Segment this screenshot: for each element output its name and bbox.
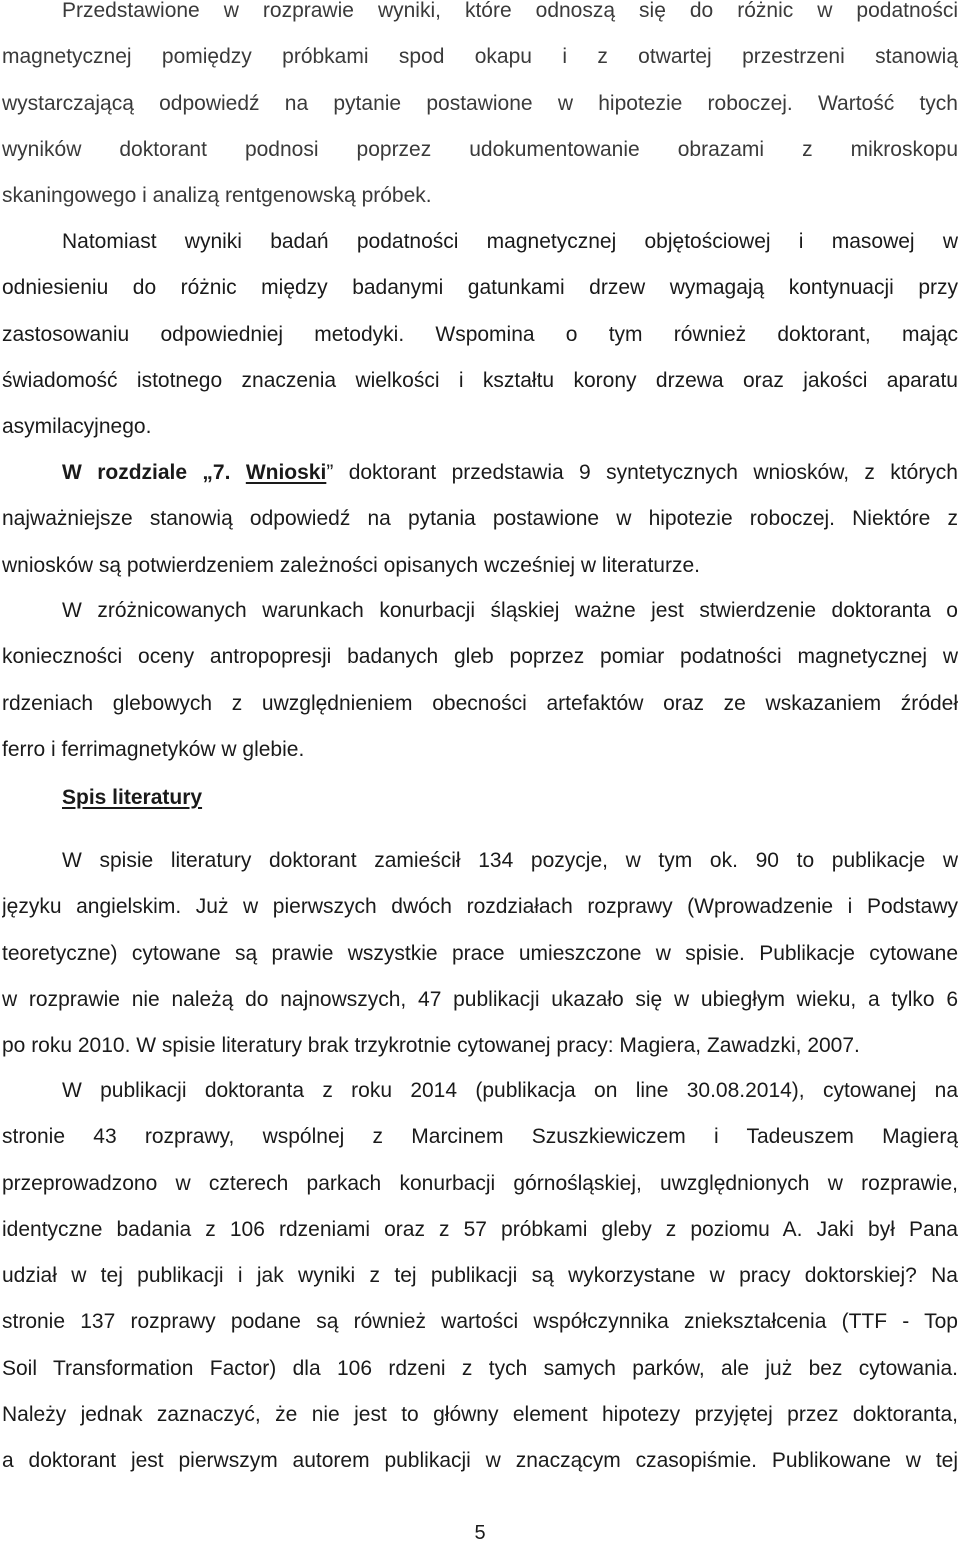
text-line: języku angielskim. Już w pierwszych dwóch rozdziałach rozprawy (Wprowadzenie i Podstawy xyxy=(2,896,958,919)
paragraph-anthropopressure xyxy=(2,600,958,785)
text-line: identyczne badania z 106 rdzeniami oraz z 57 próbkami gleby z poziomu A. Jaki był Pana xyxy=(2,1218,958,1241)
chapter-reference: W rozdziale „7. xyxy=(62,462,231,484)
text-line: najważniejsze stanowią odpowiedź na pytania postawione w hipotezie roboczej. Niektóre z xyxy=(2,508,958,531)
chapter-title: Wnioski xyxy=(245,462,327,484)
paragraph-conclusions xyxy=(2,462,958,601)
paragraph-tree-species xyxy=(2,231,958,462)
text-line: teoretyczne) cytowane są prawie wszystkie prace umieszczone w spisie. Publikacje cytowane xyxy=(2,942,958,965)
text-line: W rozdziale „7. Wnioski” doktorant przedstawia 9 syntetycznych wniosków, z których xyxy=(62,462,958,484)
text-line: stronie 43 rozprawy, wspólnej z Marcinem Szuszkiewiczem i Tadeuszem Magierą xyxy=(2,1126,958,1149)
text-line: zastosowaniu odpowiedniej metodyki. Wspomina o tym również doktorant, mając xyxy=(2,323,958,346)
paragraph-bibliography xyxy=(2,850,958,1081)
text-line: wniosków są potwierdzeniem zależności opisanych wcześniej w literaturze. xyxy=(2,554,700,577)
text-line: asymilacyjnego. xyxy=(2,416,152,439)
text-line: udział w tej publikacji i jak wyniki z tej publikacji są wykorzystane w pracy doktorskiej? Na xyxy=(2,1265,958,1288)
text-line: świadomość istotnego znaczenia wielkości i kształtu korony drzewa oraz jakości aparatu xyxy=(2,369,958,392)
text-line: Soil Transformation Factor) dla 106 rdzeni z tych samych parków, ale już bez cytowania. xyxy=(2,1357,958,1380)
text-line: po roku 2010. W spisie literatury brak trzykrotnie cytowanej pracy: Magiera, Zawadzki, 2007. xyxy=(2,1035,860,1058)
text-line: W publikacji doktoranta z roku 2014 (publikacja on line 30.08.2014), cytowanej na xyxy=(62,1080,958,1102)
section-heading: Spis literatury xyxy=(62,786,203,809)
paragraph-results-summary xyxy=(2,0,958,231)
text-line: skaningowego i analizą rentgenowską próbek. xyxy=(2,185,432,208)
text-line: a doktorant jest pierwszym autorem publikacji w znaczącym czasopiśmie. Publikowane w tej xyxy=(2,1450,958,1473)
paragraph-publication xyxy=(2,1080,958,1497)
text-line: przeprowadzono w czterech parkach konurbacji górnośląskiej, uwzględnionych w rozprawie, xyxy=(2,1172,958,1195)
text-line: stronie 137 rozprawy podane są również wartości współczynnika zniekształcenia (TTF - Top xyxy=(2,1311,958,1334)
text-line: konieczności oceny antropopresji badanych gleb poprzez pomiar podatności magnetycznej w xyxy=(2,646,958,669)
text-line: ferro i ferrimagnetyków w glebie. xyxy=(2,738,305,761)
text-line: wystarczającą odpowiedź na pytanie postawione w hipotezie roboczej. Wartość tych xyxy=(2,92,958,115)
text-line: Natomiast wyniki badań podatności magnetycznej objętościowej i masowej w xyxy=(62,231,958,253)
text-line: W zróżnicowanych warunkach konurbacji śląskiej ważne jest stwierdzenie doktoranta o xyxy=(62,600,958,622)
text-line: wyników doktorant podnosi poprzez udokumentowanie obrazami z mikroskopu xyxy=(2,138,958,161)
text-line: rdzeniach glebowych z uwzględnieniem obecności artefaktów oraz ze wskazaniem źródeł xyxy=(2,692,958,715)
text-line: w rozprawie nie należą do najnowszych, 47 publikacji ukazało się w ubiegłym wieku, a tylko 6 xyxy=(2,988,958,1011)
text-line: W spisie literatury doktorant zamieścił 134 pozycje, w tym ok. 90 to publikacje w xyxy=(62,850,958,872)
text-line: magnetycznej pomiędzy próbkami spod okapu i z otwartej przestrzeni stanowią xyxy=(2,46,958,69)
page-number: 5 xyxy=(474,1522,486,1544)
text-line: odniesieniu do różnic między badanymi gatunkami drzew wymagają kontynuacji przy xyxy=(2,277,958,300)
text-line: Przedstawione w rozprawie wyniki, które odnoszą się do różnic w podatności xyxy=(62,0,958,22)
text-line: Należy jednak zaznaczyć, że nie jest to główny element hipotezy przyjętej przez doktoranta, xyxy=(2,1404,958,1427)
